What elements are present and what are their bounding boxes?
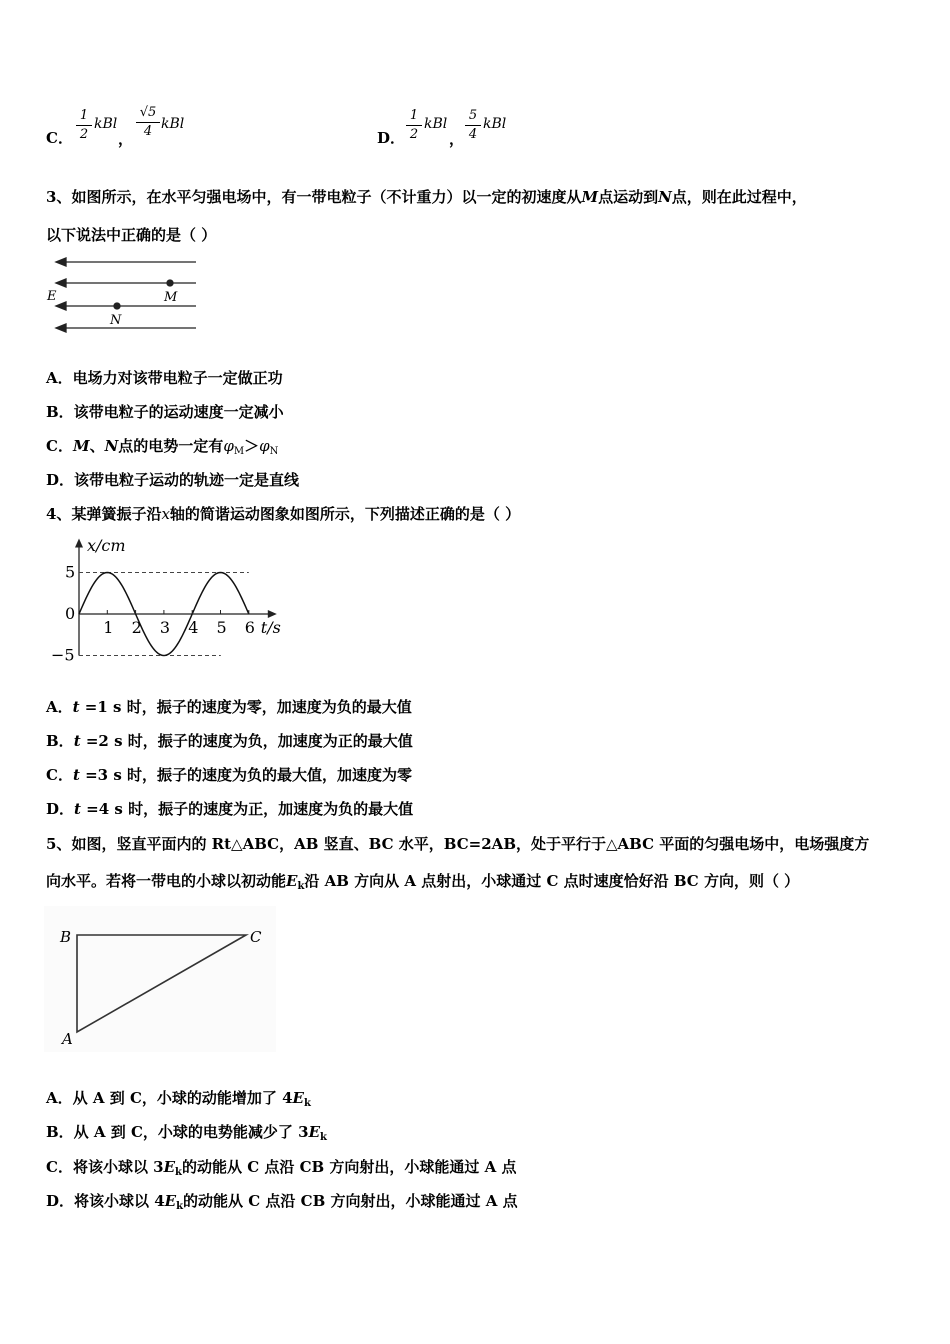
q3-option-d: D．该带电粒子运动的轨迹一定是直线: [46, 471, 300, 489]
fraction-denominator: 4: [468, 127, 478, 142]
q5-option-d: [46, 1190, 518, 1212]
fraction-numerator: √5: [136, 104, 160, 123]
stem-text: 点，则在此过程中，: [671, 188, 807, 206]
expr-kbl: kBl: [94, 116, 118, 132]
expr-kbl: kBl: [483, 116, 507, 132]
fraction: [136, 104, 160, 141]
fraction-denominator: 2: [409, 127, 419, 142]
label-b: B: [60, 928, 72, 946]
symbol-phi: φ: [259, 437, 270, 455]
option-text: =3 s 时，振子的速度为负的最大值，加速度为零: [79, 766, 413, 784]
question-number: 3、: [46, 188, 72, 206]
symbol-m: M: [581, 188, 599, 206]
q4-option-a: [46, 696, 412, 717]
fraction-numerator: 1: [76, 107, 92, 126]
option-label: D．: [377, 129, 406, 147]
q4-option-d: [46, 798, 413, 819]
y-axis-label: x/cm: [87, 536, 126, 555]
q5-triangle-figure: [44, 906, 276, 1052]
subscript-k: k: [320, 1132, 327, 1143]
option-text: A．从 A 到 C，小球的动能增加了 4: [46, 1089, 293, 1107]
symbol-m: M: [72, 437, 90, 455]
q5-option-b: [46, 1121, 327, 1143]
option-label: C．: [46, 766, 73, 784]
x-tick-label: 5: [216, 618, 227, 637]
q3-stem-line2: 以下说法中正确的是（ ）: [46, 226, 217, 244]
option-label: A．: [46, 698, 73, 716]
point-n: [114, 303, 120, 309]
q5-stem-line2: [46, 870, 799, 892]
symbol-n: N: [104, 437, 119, 455]
field-arrowhead: [56, 258, 66, 266]
symbol-t: t: [72, 766, 80, 784]
point-m: [167, 280, 173, 286]
stem-text: 沿 AB 方向从 A 点射出，小球通过 C 点时速度恰好沿 BC 方向，则（ ）: [304, 872, 800, 890]
greater-than: ＞: [244, 437, 260, 455]
symbol-t: t: [72, 698, 80, 716]
option-text: 点的电势一定有: [118, 437, 224, 455]
y-tick-label: −5: [51, 645, 75, 665]
q5-option-a: [46, 1087, 311, 1109]
field-arrowhead: [56, 302, 66, 310]
fraction: [465, 107, 481, 144]
option-text: =2 s 时，振子的速度为负，加速度为正的最大值: [80, 732, 413, 750]
option-text: 的动能从 C 点沿 CB 方向射出，小球能通过 A 点: [181, 1158, 517, 1176]
q3-field-figure: [44, 252, 204, 334]
q3-option-a: A．电场力对该带电粒子一定做正功: [46, 369, 283, 387]
fraction-denominator: 4: [143, 124, 153, 139]
q3-stem-line1: [46, 186, 807, 207]
x-tick-label: 3: [159, 618, 171, 637]
x-tick-label: 6: [244, 618, 255, 637]
x-axis-arrowhead: [268, 610, 277, 618]
label-c: C: [250, 928, 262, 946]
q3-option-c: [46, 435, 278, 457]
symbol-e: E: [292, 1089, 304, 1107]
option-label: B．: [46, 732, 74, 750]
subscript-n: N: [269, 446, 279, 457]
expr-kbl: kBl: [424, 116, 448, 132]
symbol-e: E: [164, 1192, 177, 1210]
field-arrowhead: [56, 279, 66, 287]
fraction: [76, 107, 92, 144]
option-text: =1 s 时，振子的速度为零，加速度为负的最大值: [79, 698, 412, 716]
fraction-numerator: 5: [465, 107, 481, 126]
q4-stem: [46, 503, 520, 524]
x-tick-label: 1: [103, 618, 114, 637]
q4-option-c: [46, 764, 412, 785]
symbol-x: x: [161, 505, 170, 523]
x-axis-label: t/s: [260, 618, 281, 637]
question-number: 4、: [46, 505, 72, 523]
fraction: [406, 107, 422, 144]
separator: ，: [449, 130, 465, 148]
fraction-numerator: 1: [406, 107, 422, 126]
stem-text: 如图，竖直平面内的 Rt△ABC，AB 竖直、BC 水平，BC=2AB，处于平行于△ABC 平面的匀强电场中，电场强度方: [71, 835, 870, 853]
option-label: C．: [46, 437, 73, 455]
expr-kbl: kBl: [161, 116, 185, 132]
option-text: B．从 A 到 C，小球的电势能减少了 3: [46, 1123, 309, 1141]
symbol-e: E: [308, 1123, 321, 1141]
stem-text: 向水平。若将一带电的小球以初动能: [46, 872, 287, 890]
symbol-t: t: [74, 800, 81, 818]
symbol-e: E: [163, 1158, 176, 1176]
y-tick-label: 5: [65, 562, 76, 582]
symbol-e: E: [286, 872, 298, 890]
stem-text: 点运动到: [598, 188, 659, 206]
separator: ，: [118, 130, 134, 148]
subscript-m: M: [233, 446, 245, 457]
fraction-denominator: 2: [79, 127, 89, 142]
subscript-k: k: [176, 1201, 184, 1212]
stem-text: 轴的简谐运动图象如图所示，下列描述正确的是（ ）: [169, 505, 521, 523]
option-label: C．: [46, 129, 73, 147]
option-text: =4 s 时，振子的速度为正，加速度为负的最大值: [80, 800, 414, 818]
field-arrowhead: [56, 324, 66, 332]
stem-text: 如图所示，在水平匀强电场中，有一带电粒子（不计重力）以一定的初速度从: [71, 188, 582, 206]
subscript-k: k: [303, 1098, 311, 1109]
x-tick-label: 4: [188, 618, 199, 637]
subscript-k: k: [175, 1167, 182, 1178]
option-label: D．: [46, 800, 75, 818]
x-tick-label: 2: [131, 618, 142, 637]
y-tick-label: 0: [65, 604, 76, 623]
symbol-phi: φ: [223, 437, 234, 455]
label-m: M: [164, 290, 178, 305]
label-n: N: [110, 313, 122, 328]
label-e: E: [47, 289, 57, 304]
option-text: D．将该小球以 4: [46, 1192, 165, 1210]
q5-stem-line1: [46, 833, 869, 854]
question-number: 5、: [46, 835, 72, 853]
symbol-n: N: [658, 188, 672, 206]
subscript-k: k: [297, 881, 305, 892]
option-text: 的动能从 C 点沿 CB 方向射出，小球能通过 A 点: [183, 1192, 518, 1210]
y-axis-arrowhead: [75, 539, 83, 548]
q4-option-b: [46, 730, 413, 751]
symbol-t: t: [73, 732, 81, 750]
label-a: A: [62, 1030, 73, 1048]
option-text: C．将该小球以 3: [46, 1158, 164, 1176]
q4-shm-chart: [44, 534, 304, 670]
q5-option-c: [46, 1156, 517, 1178]
stem-text: 某弹簧振子沿: [71, 505, 162, 523]
separator: 、: [89, 437, 105, 455]
q3-option-b: B．该带电粒子的运动速度一定减小: [46, 403, 284, 421]
